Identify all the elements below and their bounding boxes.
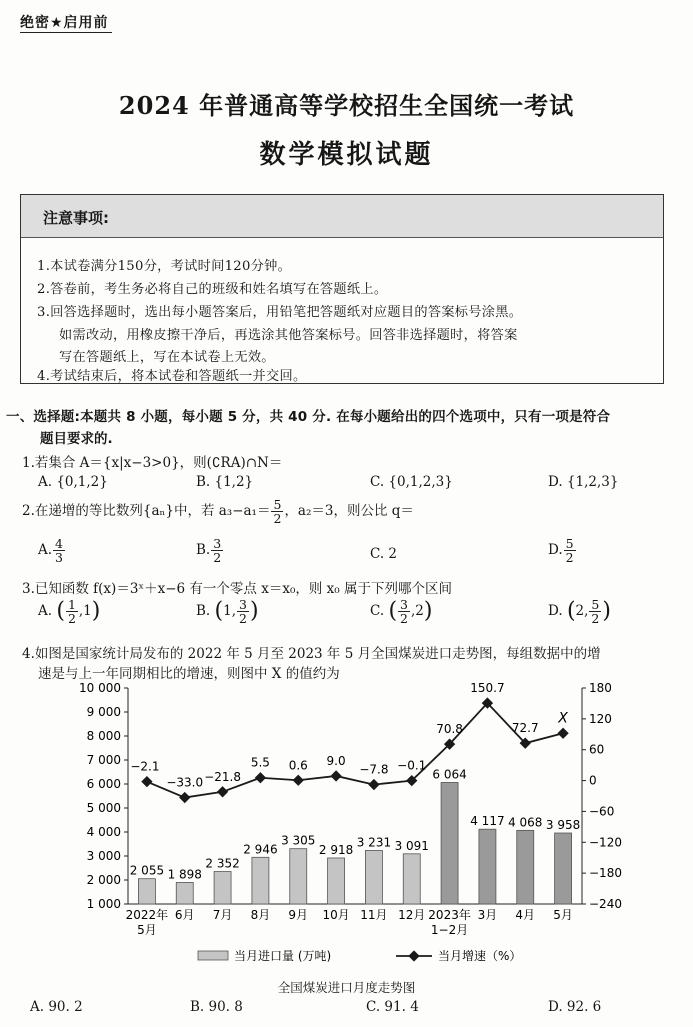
x-tick-label: 8月 xyxy=(250,908,271,922)
growth-rate-label: −33.0 xyxy=(166,775,204,790)
bar-import-volume xyxy=(176,882,193,904)
growth-rate-label: 70.8 xyxy=(436,722,463,737)
q2-option-c[interactable]: C. 2 xyxy=(370,546,398,562)
left-tick-label: 3 000 xyxy=(86,849,121,863)
growth-rate-marker xyxy=(141,776,152,787)
fraction-numerator: 5 xyxy=(565,536,574,551)
x-tick-label: 2023年 xyxy=(428,908,471,922)
x-tick-label: 3月 xyxy=(477,908,498,922)
secret-label: 绝密★启用前 xyxy=(20,15,109,31)
q2-option-d[interactable] xyxy=(548,537,577,564)
option-text: 2, xyxy=(575,603,589,620)
q2-option-b[interactable] xyxy=(196,537,224,564)
option-text: ,2 xyxy=(410,603,424,620)
right-paren: ) xyxy=(602,598,611,624)
section-title-cont: 题目要求的. xyxy=(40,431,113,447)
fraction-denominator: 2 xyxy=(273,511,282,527)
growth-rate-marker xyxy=(179,792,190,803)
x-tick-label: 6月 xyxy=(174,908,195,922)
notice-heading: 注意事项: xyxy=(43,209,109,227)
q2-stem-fraction xyxy=(271,498,283,525)
left-tick-label: 2 000 xyxy=(86,873,121,887)
right-tick-label: −180 xyxy=(589,866,622,881)
right-tick-label: −240 xyxy=(589,897,622,911)
option-fraction xyxy=(53,537,65,564)
bar-value-label: 1 898 xyxy=(167,867,202,882)
option-fraction xyxy=(589,598,601,625)
left-paren: ( xyxy=(388,598,398,624)
option-fraction xyxy=(564,537,576,564)
chart-caption: 全国煤炭进口月度走势图 xyxy=(277,980,416,995)
left-paren: ( xyxy=(56,598,65,624)
fraction-denominator: 3 xyxy=(55,550,63,566)
right-tick-label: −60 xyxy=(589,804,615,819)
fraction-denominator: 2 xyxy=(67,611,76,627)
left-tick-label: 9 000 xyxy=(86,705,121,719)
notice-item: 2.答卷前，考生务必将自己的班级和姓名填写在答题纸上。 xyxy=(37,282,388,297)
growth-rate-label: −2.1 xyxy=(130,759,160,774)
left-tick-label: 6 000 xyxy=(86,777,121,791)
growth-rate-marker xyxy=(293,775,304,786)
growth-rate-label: 72.7 xyxy=(511,721,539,736)
legend-bar-swatch xyxy=(198,951,228,960)
notice-box xyxy=(20,194,664,384)
q4-stem-line1: 4.如图是国家统计局发布的 2022 年 5 月至 2023 年 5 月全国煤炭进口走势图，每组数据中的增 xyxy=(22,646,601,662)
option-fraction xyxy=(211,537,223,564)
bar-value-label: 2 055 xyxy=(129,863,165,878)
left-tick-label: 1 000 xyxy=(86,897,121,911)
bar-import-volume xyxy=(328,858,345,904)
bar-value-label: 3 231 xyxy=(356,835,392,850)
option-text: ,1 xyxy=(78,603,92,620)
bar-value-label: 4 068 xyxy=(508,815,543,830)
x-tick-label: 1−2月 xyxy=(430,923,469,937)
notice-item: 写在答题纸上，写在本试卷上无效。 xyxy=(59,350,275,365)
fraction-numerator: 1 xyxy=(67,597,76,612)
q3-stem: 3.已知函数 f(x)＝3ˣ＋x−6 有一个零点 x＝x₀，则 x₀ 属于下列哪个区间 xyxy=(22,581,452,597)
bar-value-label: 6 064 xyxy=(432,767,467,782)
bar-import-volume xyxy=(555,833,572,904)
left-tick-label: 8 000 xyxy=(86,729,121,743)
bar-import-volume xyxy=(403,854,420,904)
option-label: D. xyxy=(548,542,563,559)
fraction-numerator: 5 xyxy=(273,497,282,512)
bar-import-volume xyxy=(252,857,269,904)
bar-import-volume xyxy=(214,872,231,904)
growth-rate-marker xyxy=(368,779,379,790)
bar-import-volume xyxy=(290,849,307,904)
right-tick-label: 180 xyxy=(589,681,612,695)
q2-option-a[interactable] xyxy=(38,537,66,564)
fraction-numerator: 3 xyxy=(213,536,222,551)
growth-rate-label: X xyxy=(558,710,568,727)
q3-option-b[interactable] xyxy=(196,598,259,625)
legend-line-label: 当月增速（%） xyxy=(438,949,522,963)
fraction-denominator: 2 xyxy=(565,550,574,566)
growth-rate-label: −7.8 xyxy=(359,762,389,777)
fraction-denominator: 2 xyxy=(400,611,408,627)
q3-option-a[interactable] xyxy=(38,598,100,625)
x-tick-label: 2022年 xyxy=(125,908,169,922)
x-tick-label: 5月 xyxy=(553,908,573,922)
right-tick-label: 120 xyxy=(589,711,612,726)
growth-rate-label: −0.1 xyxy=(397,758,427,773)
left-tick-label: 7 000 xyxy=(86,753,121,767)
q1-stem: 1.若集合 A＝{x|x−3>0}，则(∁RA)∩N＝ xyxy=(22,455,283,471)
q2-stem-part: 2.在递增的等比数列{aₙ}中，若 a₃−a₁＝ xyxy=(22,503,271,520)
bar-import-volume xyxy=(138,879,155,904)
q1-option-d[interactable]: D. {1,2,3} xyxy=(548,474,619,490)
right-tick-label: 0 xyxy=(589,773,597,788)
x-tick-label: 5月 xyxy=(137,923,157,937)
fraction-denominator: 2 xyxy=(213,550,222,566)
left-paren: ( xyxy=(214,598,224,624)
bar-value-label: 2 946 xyxy=(243,842,278,857)
bar-import-volume xyxy=(365,850,382,904)
bar-value-label: 4 117 xyxy=(470,814,505,829)
bar-import-volume xyxy=(517,830,534,904)
option-label: A. xyxy=(38,603,53,620)
option-label: B. xyxy=(196,542,211,559)
option-fraction xyxy=(398,598,410,625)
x-tick-label: 7月 xyxy=(212,908,233,922)
growth-rate-label: 5.5 xyxy=(250,755,270,770)
growth-rate-label: 150.7 xyxy=(470,681,505,696)
q1-option-a[interactable]: A. {0,1,2} xyxy=(38,474,108,490)
q4-option-a[interactable]: A. 90. 2 xyxy=(30,999,83,1015)
notice-item: 3.回答选择题时，选出每小题答案后，用铅笔把答题纸对应题目的答案标号涂黑。 xyxy=(37,305,523,320)
secret-underline xyxy=(20,32,112,33)
legend-line-marker xyxy=(408,950,419,961)
q3-option-d[interactable] xyxy=(548,598,611,625)
fraction-denominator: 2 xyxy=(591,611,600,627)
bar-value-label: 3 958 xyxy=(545,818,581,833)
x-tick-label: 12月 xyxy=(398,908,426,922)
option-label: A. xyxy=(38,542,53,559)
q2-stem-part: ，a₂＝3，则公比 q＝ xyxy=(284,503,414,520)
left-tick-label: 5 000 xyxy=(86,801,121,815)
bar-value-label: 3 091 xyxy=(394,838,429,853)
option-label: C. xyxy=(370,603,385,620)
right-paren: ) xyxy=(91,598,101,624)
x-tick-label: 10月 xyxy=(322,908,350,922)
fraction-numerator: 4 xyxy=(55,536,63,551)
right-paren: ) xyxy=(249,598,259,624)
notice-item: 4.考试结束后，将本试卷和答题纸一并交回。 xyxy=(37,369,307,384)
left-tick-label: 4 000 xyxy=(86,825,121,839)
option-fraction xyxy=(237,598,249,625)
coal-import-chart xyxy=(0,676,693,976)
fraction-numerator: 5 xyxy=(591,597,600,612)
x-tick-label: 4月 xyxy=(515,908,536,922)
notice-item: 1.本试卷满分150分，考试时间120分钟。 xyxy=(37,259,292,274)
option-fraction xyxy=(66,598,78,625)
q3-option-c[interactable] xyxy=(370,598,432,625)
section-title: 一、选择题:本题共 8 小题，每小题 5 分，共 40 分. 在每小题给出的四个选项中，只有一项是符合 xyxy=(6,409,611,425)
growth-rate-label: −21.8 xyxy=(204,769,241,784)
bar-value-label: 2 918 xyxy=(318,842,354,857)
q1-option-b[interactable]: B. {1,2} xyxy=(196,474,254,490)
legend-bar-label: 当月进口量 (万吨) xyxy=(234,949,332,963)
option-label: D. xyxy=(548,603,563,620)
bar-import-volume xyxy=(441,782,458,904)
right-tick-label: −120 xyxy=(589,835,622,850)
option-text: 1, xyxy=(223,603,236,620)
option-label: B. xyxy=(196,603,211,620)
q1-option-c[interactable]: C. {0,1,2,3} xyxy=(370,474,453,490)
q4-option-d[interactable]: D. 92. 6 xyxy=(548,999,602,1015)
fraction-numerator: 3 xyxy=(239,597,247,612)
growth-rate-label: 9.0 xyxy=(326,753,346,768)
q4-stem-line2: 速是与上一年同期相比的增速，则图中 X 的值约为 xyxy=(38,666,340,682)
growth-rate-label: 0.6 xyxy=(288,758,308,773)
left-paren: ( xyxy=(566,598,576,624)
exam-subtitle: 数学模拟试题 xyxy=(259,140,434,170)
x-tick-label: 11月 xyxy=(360,908,388,922)
q4-option-b[interactable]: B. 90. 8 xyxy=(190,999,243,1015)
growth-rate-marker xyxy=(330,770,341,781)
right-paren: ) xyxy=(423,598,433,624)
growth-rate-marker xyxy=(557,728,568,739)
left-tick-label: 10 000 xyxy=(79,681,121,695)
growth-rate-marker xyxy=(217,786,228,797)
x-tick-label: 9月 xyxy=(288,908,309,922)
notice-item: 如需改动，用橡皮擦干净后，再选涂其他答案标号。回答非选择题时，将答案 xyxy=(59,328,518,343)
bar-value-label: 3 305 xyxy=(281,833,316,848)
q2-stem xyxy=(22,498,414,525)
right-tick-label: 60 xyxy=(589,742,605,757)
fraction-denominator: 2 xyxy=(239,611,247,627)
exam-title: 2024 年普通高等学校招生全国统一考试 xyxy=(118,91,575,120)
bar-value-label: 2 352 xyxy=(205,856,240,871)
notice-header xyxy=(21,195,663,238)
fraction-numerator: 3 xyxy=(400,597,408,612)
q4-option-c[interactable]: C. 91. 4 xyxy=(366,999,419,1015)
growth-rate-marker xyxy=(255,772,266,783)
bar-import-volume xyxy=(479,829,496,904)
